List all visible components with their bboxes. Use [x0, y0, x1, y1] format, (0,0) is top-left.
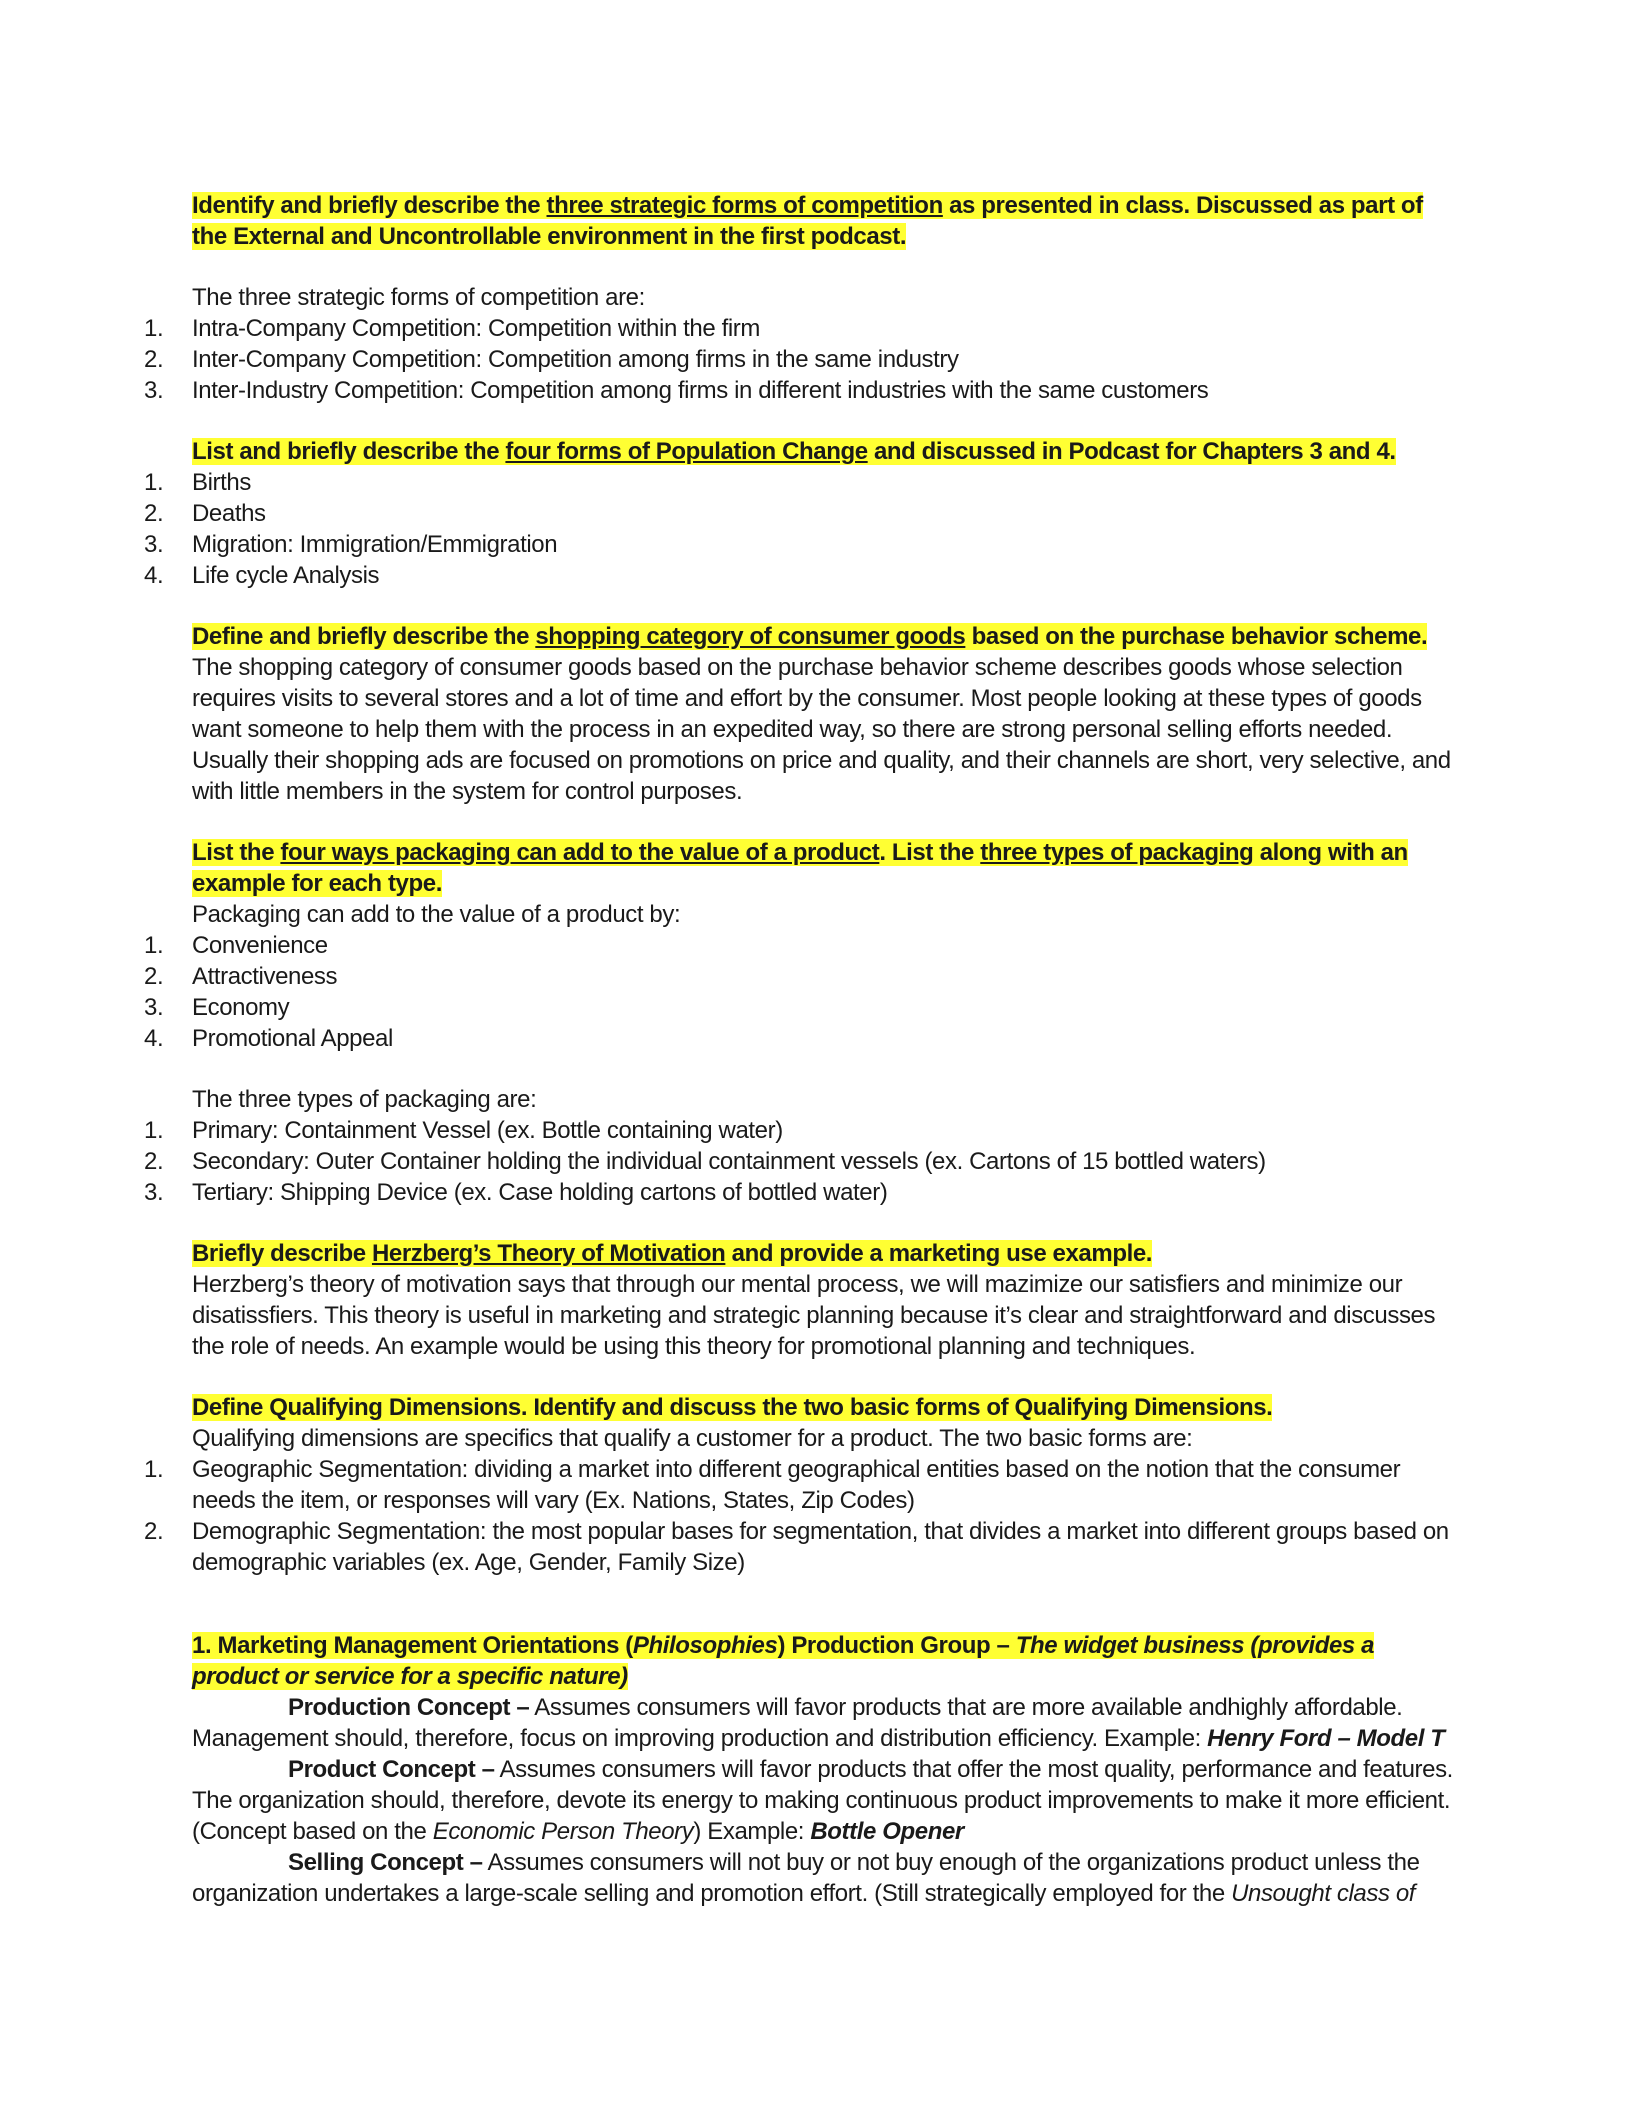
- numbered-list: [144, 930, 1462, 1054]
- list-item: 2. Deaths: [144, 500, 266, 527]
- question-heading: Identify and briefly describe the three strategic forms of competition as presented in class. Discussed as part of the External and Uncontrollable environment in the first podcast.: [192, 192, 1423, 250]
- list-item: 3. Migration: Immigration/Emmigration: [144, 531, 558, 558]
- section-population-change: [144, 436, 1462, 591]
- numbered-list: [144, 1454, 1462, 1578]
- selling-concept-paragraph: Selling Concept – Assumes consumers will not buy or not buy enough of the organizations product unless the organization undertakes a large-scale selling and promotion effort. (Still strategically employed for the Unsought class of: [192, 1849, 1420, 1907]
- answer-paragraph: Herzberg’s theory of motivation says that through our mental process, we will mazimize our satisfiers and minimize our disatissfiers. This theory is useful in marketing and strategic planning because it’s clear and straightforward and discusses the role of needs. An example would be using this theory for promotional planning and techniques.: [192, 1271, 1436, 1360]
- section-packaging: [144, 837, 1462, 1208]
- answer-intro: Packaging can add to the value of a product by:: [192, 901, 681, 928]
- section-shopping-goods: [192, 621, 1462, 807]
- list-item: 1. Births: [144, 469, 251, 496]
- list-item: 3. Economy: [144, 994, 290, 1021]
- numbered-list: [144, 1115, 1462, 1208]
- answer-intro: The three strategic forms of competition are:: [192, 284, 645, 311]
- numbered-list: [144, 313, 1462, 406]
- document-body: [144, 190, 1462, 1939]
- list-item: 1. Primary: Containment Vessel (ex. Bottle containing water): [144, 1117, 783, 1144]
- section-marketing-orientations: [192, 1630, 1462, 1909]
- list-item: 2. Attractiveness: [144, 963, 338, 990]
- question-heading: Briefly describe Herzberg’s Theory of Motivation and provide a marketing use example.: [192, 1240, 1153, 1267]
- section-heading: 1. Marketing Management Orientations (Philosophies) Production Group – The widget business (provides a product or service for a specific nature): [192, 1632, 1375, 1690]
- section-competition: [144, 190, 1462, 406]
- answer-intro: The three types of packaging are:: [192, 1086, 537, 1113]
- answer-paragraph: The shopping category of consumer goods based on the purchase behavior scheme describes goods whose selection requires visits to several stores and a lot of time and effort by the consumer. Most people looking at these types of goods want someone to help them with the process in an expedited way, so there are strong personal selling efforts needed. Usually their shopping ads are focused on promotions on price and quality, and their channels are short, very selective, and with little members in the system for control purposes.: [192, 654, 1451, 805]
- numbered-list: [144, 467, 1462, 591]
- list-item: 4. Promotional Appeal: [144, 1025, 393, 1052]
- list-item: 4. Life cycle Analysis: [144, 562, 380, 589]
- question-heading: Define Qualifying Dimensions. Identify and discuss the two basic forms of Qualifying Dimensions.: [192, 1394, 1273, 1421]
- list-item: 1. Convenience: [144, 932, 328, 959]
- section-herzberg: [192, 1238, 1462, 1362]
- answer-intro: Qualifying dimensions are specifics that qualify a customer for a product. The two basic forms are:: [192, 1425, 1193, 1452]
- list-item: 3. Inter-Industry Competition: Competition among firms in different industries with the same customers: [144, 377, 1209, 404]
- section-qualifying-dimensions: [144, 1392, 1462, 1578]
- list-item: 2. Secondary: Outer Container holding the individual containment vessels (ex. Cartons of 15 bottled waters): [144, 1148, 1266, 1175]
- list-item: 1. Intra-Company Competition: Competition within the firm: [144, 315, 760, 342]
- product-concept-paragraph: Product Concept – Assumes consumers will favor products that offer the most quality, performance and features. The organization should, therefore, devote its energy to making continuous product improvements to make it more efficient. (Concept based on the Economic Person Theory) Example: Bottle Opener: [192, 1756, 1453, 1845]
- list-item: 3. Tertiary: Shipping Device (ex. Case holding cartons of bottled water): [144, 1179, 888, 1206]
- question-heading: List and briefly describe the four forms of Population Change and discussed in Podcast for Chapters 3 and 4.: [192, 438, 1396, 465]
- question-heading: Define and briefly describe the shopping category of consumer goods based on the purchase behavior scheme.: [192, 623, 1428, 650]
- list-item: 2. Demographic Segmentation: the most popular bases for segmentation, that divides a market into different groups based on demographic variables (ex. Age, Gender, Family Size): [144, 1518, 1449, 1576]
- question-heading: List the four ways packaging can add to the value of a product. List the three types of packaging along with an example for each type.: [192, 839, 1408, 897]
- list-item: 1. Geographic Segmentation: dividing a market into different geographical entities based on the notion that the consumer needs the item, or responses will vary (Ex. Nations, States, Zip Codes): [144, 1456, 1401, 1514]
- production-concept-paragraph: Production Concept – Assumes consumers will favor products that are more available andhighly affordable. Management should, therefore, focus on improving production and distribution efficiency. Example: Henry Ford – Model T: [192, 1694, 1445, 1752]
- list-item: 2. Inter-Company Competition: Competition among firms in the same industry: [144, 346, 959, 373]
